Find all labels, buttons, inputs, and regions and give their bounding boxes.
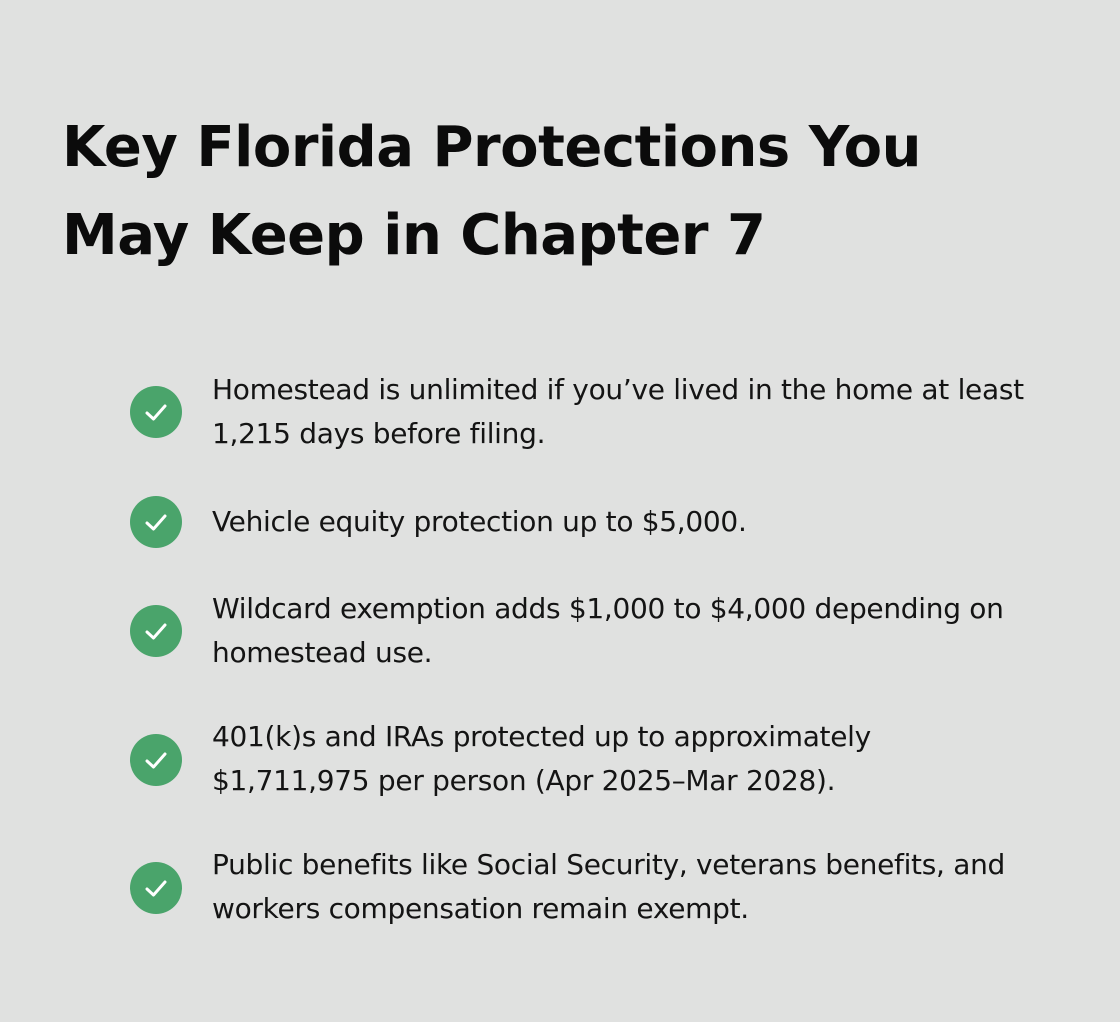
list-item-text: Public benefits like Social Security, veterans benefits, and workers compensation remain exempt. <box>212 848 1006 925</box>
page-title: Key Florida Protections You May Keep in Chapter 7 <box>62 115 921 268</box>
check-icon <box>130 862 182 914</box>
list-item-text: Vehicle equity protection up to $5,000. <box>212 505 747 538</box>
check-icon <box>130 386 182 438</box>
check-icon <box>130 496 182 548</box>
check-icon <box>130 605 182 657</box>
list-item-text: 401(k)s and IRAs protected up to approximately $1,711,975 per person (Apr 2025–Mar 2028). <box>212 720 871 797</box>
list-item-text: Wildcard exemption adds $1,000 to $4,000 depending on homestead use. <box>212 592 1004 669</box>
check-icon <box>130 734 182 786</box>
list-item-text: Homestead is unlimited if you’ve lived in the home at least 1,215 days before filing. <box>212 373 1024 450</box>
